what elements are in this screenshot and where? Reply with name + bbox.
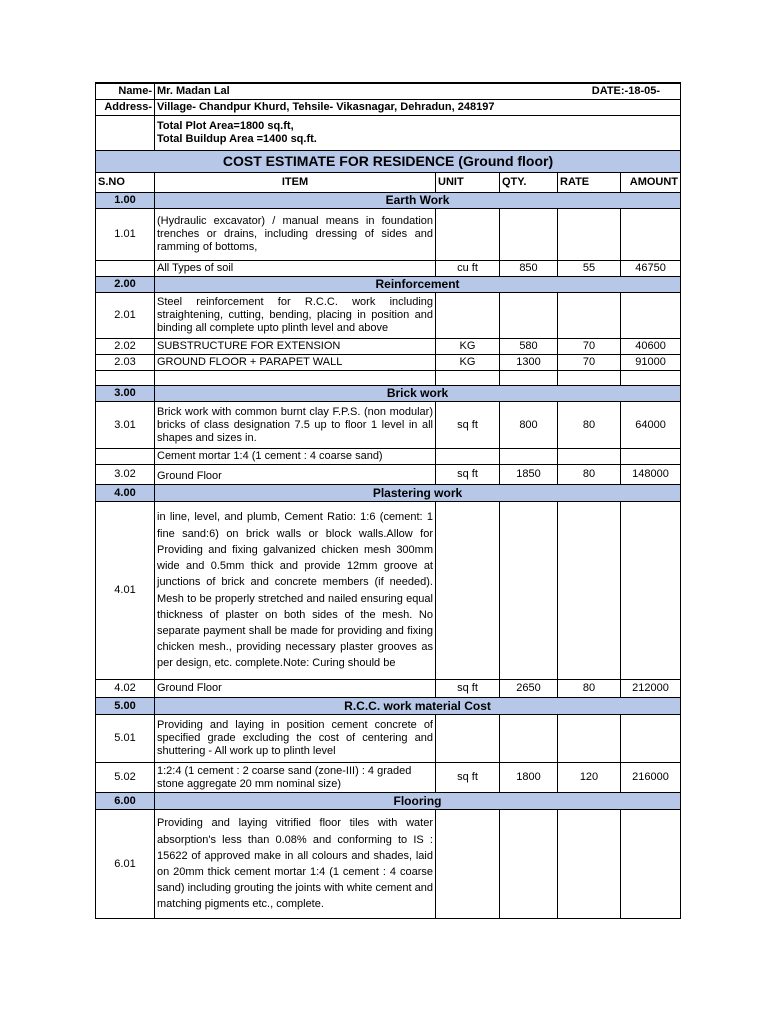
buildup-area: Total Buildup Area =1400 sq.ft. [157,133,317,145]
row-rate: 70 [558,339,621,355]
row-number: 3.02 [96,465,155,485]
row-qty: 2650 [500,680,558,698]
row-item: in line, level, and plumb, Cement Ratio: 1:6 (cement: 1 fine sand:6) on brick walls or block walls.Allow for Providing and fixing galvanized chicken mesh 300mm wide and 0.5mm thick and provide 12mm groove at junctions of brick and concrete members (if needed). Mesh to be properly stretched and nailed ensuring equal thickness of plaster on both sides of the mesh. No separate payment shall be made for providing and fixing chicken mesh., providing necessary plaster grooves as per design, etc. complete.Note: Curing should be [155,502,436,680]
section-row [96,698,681,715]
row-rate: 80 [558,680,621,698]
row-number: 6.01 [96,810,155,919]
section-number: 5.00 [96,698,155,715]
section-number: 6.00 [96,793,155,810]
section-row [96,793,681,810]
col-qty: QTY. [500,173,558,193]
col-unit: UNIT [436,173,500,193]
col-sno: S.NO [96,173,155,193]
row-amount: 64000 [621,402,681,449]
table-row [96,293,681,339]
row-rate: 70 [558,355,621,371]
name-and-date-cell [155,83,681,100]
row-unit: sq ft [436,680,500,698]
row-amount: 91000 [621,355,681,371]
row-unit: sq ft [436,465,500,485]
table-row [96,402,681,449]
row-number: 2.02 [96,339,155,355]
table-row [96,339,681,355]
row-qty: 850 [500,261,558,277]
section-number: 2.00 [96,277,155,293]
table-row [96,371,681,386]
row-rate: 55 [558,261,621,277]
row-unit: KG [436,339,500,355]
row-number: 4.01 [96,502,155,680]
row-qty: 1300 [500,355,558,371]
row-qty: 1800 [500,763,558,793]
row-qty: 580 [500,339,558,355]
row-rate: 80 [558,465,621,485]
row-amount: 216000 [621,763,681,793]
section-title: R.C.C. work material Cost [155,698,681,715]
row-amount: 212000 [621,680,681,698]
row-item: Ground Floor [155,680,436,698]
row-item: Providing and laying vitrified floor tiles with water absorption's less than 0.08% and conforming to IS : 15622 of approved make in all colours and shades, laid on 20mm thick cement mortar 1:4 (1 cement : 4 coarse sand) including grouting the joints with white cement and matching pigments etc., complete. [155,810,436,919]
table-row [96,810,681,919]
section-row [96,386,681,402]
row-number: 3.01 [96,402,155,449]
row-number: 4.02 [96,680,155,698]
row-amount: 40600 [621,339,681,355]
table-row [96,502,681,680]
table-row [96,209,681,261]
table-row [96,680,681,698]
row-qty: 800 [500,402,558,449]
row-item: GROUND FLOOR + PARAPET WALL [155,355,436,371]
row-item: Cement mortar 1:4 (1 cement : 4 coarse sand) [155,449,436,465]
col-item: ITEM [155,173,436,193]
row-unit: sq ft [436,402,500,449]
area-info [155,116,681,151]
row-item: 1:2:4 (1 cement : 2 coarse sand (zone-III) : 4 graded stone aggregate 20 mm nominal size) [155,763,436,793]
cost-estimate-table [95,82,681,919]
table-row [96,465,681,485]
col-amount: AMOUNT [621,173,681,193]
row-item: (Hydraulic excavator) / manual means in foundation trenches or drains, including dressing of sides and ramming of bottoms, [155,209,436,261]
client-name: Mr. Madan Lal [157,85,230,97]
col-rate: RATE [558,173,621,193]
row-item: Ground Floor [155,465,436,485]
section-title: Earth Work [155,193,681,209]
address-label: Address- [96,100,155,116]
section-row [96,485,681,502]
table-row [96,355,681,371]
name-label: Name- [96,83,155,100]
date-field: DATE:-18-05- [591,85,661,97]
row-number: 5.01 [96,715,155,763]
section-title: Plastering work [155,485,681,502]
plot-area: Total Plot Area=1800 sq.ft, [157,120,294,132]
table-row [96,449,681,465]
area-blank-cell [96,116,155,151]
row-unit: cu ft [436,261,500,277]
row-number: 2.01 [96,293,155,339]
row-rate: 120 [558,763,621,793]
table-row [96,715,681,763]
row-number: 2.03 [96,355,155,371]
row-unit: sq ft [436,763,500,793]
row-item: All Types of soil [155,261,436,277]
section-title: Brick work [155,386,681,402]
section-row [96,193,681,209]
page-title: COST ESTIMATE FOR RESIDENCE (Ground floor) [96,151,681,173]
row-number: 5.02 [96,763,155,793]
address-value: Village- Chandpur Khurd, Tehsile- Vikasnagar, Dehradun, 248197 [155,100,681,116]
section-number: 4.00 [96,485,155,502]
row-item: SUBSTRUCTURE FOR EXTENSION [155,339,436,355]
table-row [96,261,681,277]
row-unit: KG [436,355,500,371]
table-row [96,763,681,793]
row-item: Steel reinforcement for R.C.C. work including straightening, cutting, bending, placing in position and binding all complete upto plinth level and above [155,293,436,339]
section-title: Flooring [155,793,681,810]
row-amount: 46750 [621,261,681,277]
row-item: Providing and laying in position cement concrete of specified grade excluding the cost of centering and shuttering - All work up to plinth level [155,715,436,763]
row-item: Brick work with common burnt clay F.P.S. (non modular) bricks of class designation 7.5 up to floor 1 level in all shapes and sizes in. [155,402,436,449]
section-row [96,277,681,293]
row-number: 1.01 [96,209,155,261]
row-rate: 80 [558,402,621,449]
section-number: 3.00 [96,386,155,402]
row-amount: 148000 [621,465,681,485]
section-title: Reinforcement [155,277,681,293]
row-qty: 1850 [500,465,558,485]
section-number: 1.00 [96,193,155,209]
